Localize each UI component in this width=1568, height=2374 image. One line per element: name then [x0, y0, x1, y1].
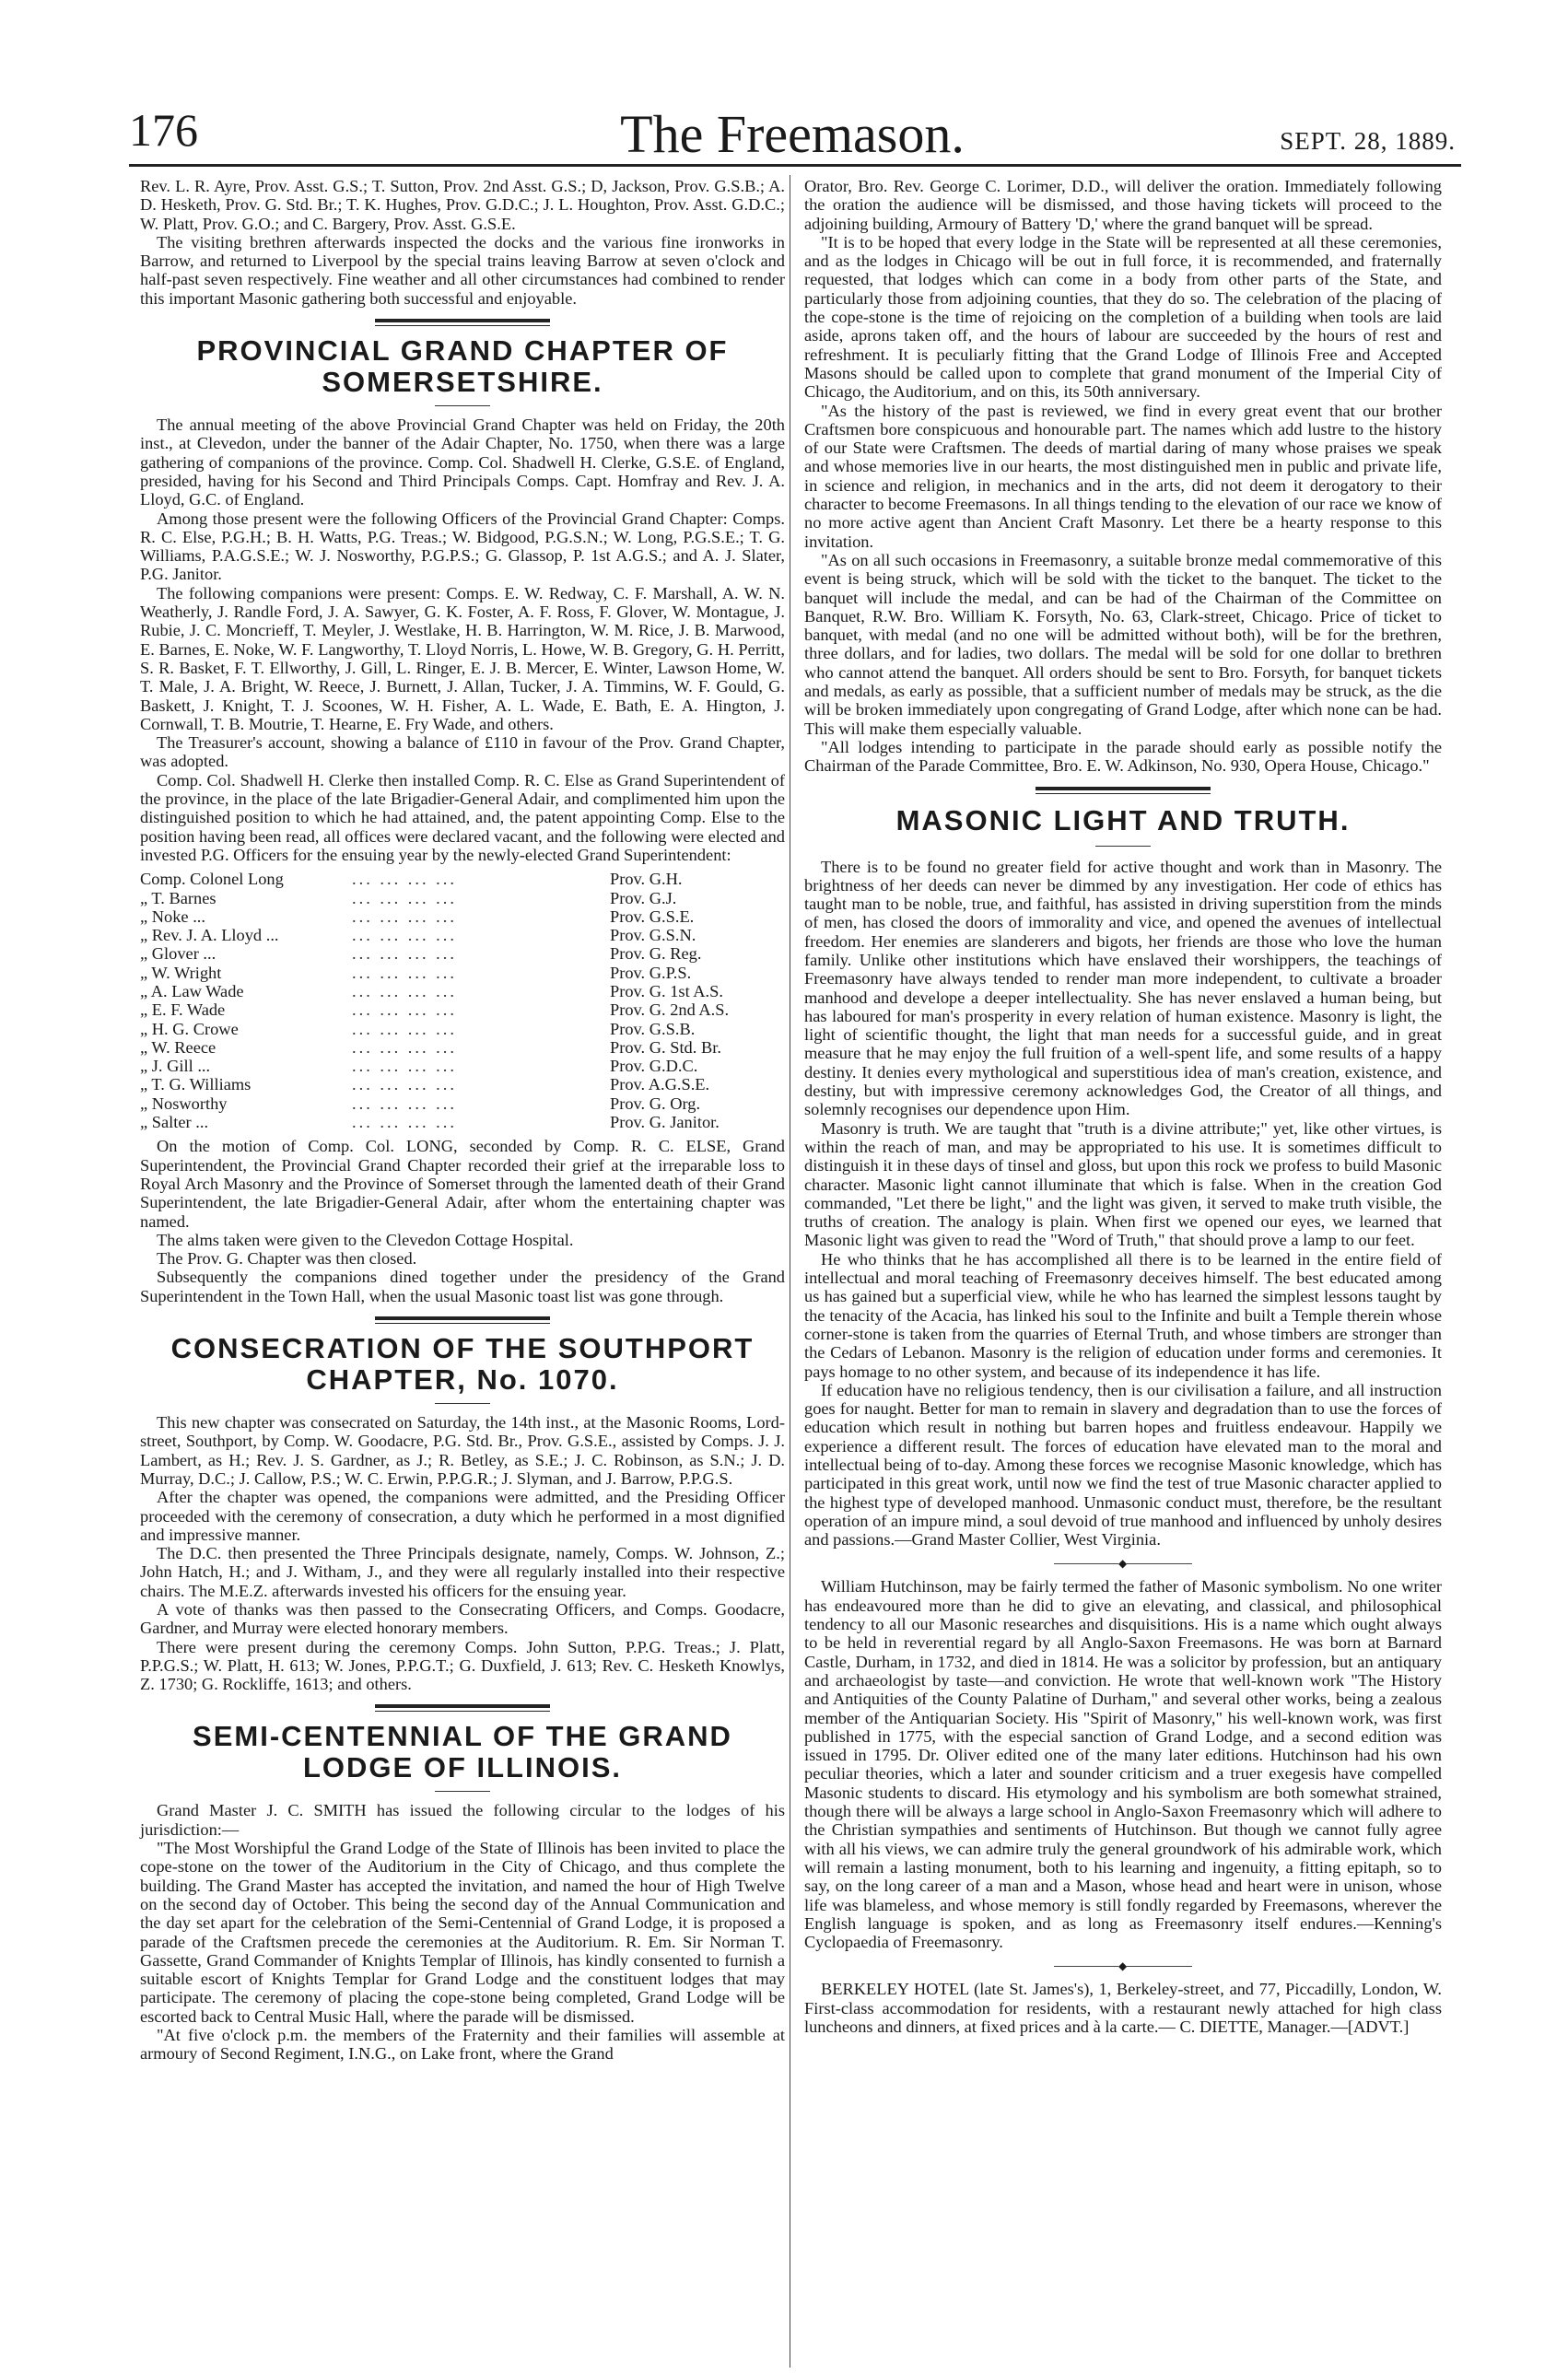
officer-office: Prov. G.P.S. — [610, 963, 692, 982]
officer-row — [140, 907, 785, 926]
somerset-heading: PROVINCIAL GRAND CHAPTER OF SOMERSETSHIRE. — [196, 334, 729, 399]
officer-row — [140, 964, 785, 982]
illinois-paragraph: "At five o'clock p.m. the members of the Fraternity and their families will assemble at armoury of Second Regiment, I.N.G., on Lake front, where the Grand — [140, 2026, 785, 2064]
illinois-heading: SEMI-CENTENNIAL OF THE GRAND LODGE OF ILLINOIS. — [193, 1720, 732, 1784]
officer-office: Prov. G.S.N. — [610, 926, 696, 945]
leader-dots: ... ... ... ... — [352, 1113, 457, 1132]
intro-paragraph: The visiting brethren afterwards inspected the docks and the various fine ironworks in Barrow, and returned to Liverpool by the special trains leaving Barrow at seven o'clock and half-past seven respectively. Fine weather and all other circumstances had combined to render this important Masonic gathering both successful and enjoyable. — [140, 232, 785, 308]
officer-office: Prov. G.D.C. — [610, 1057, 698, 1076]
diamond-ornament-icon: ◆ — [1118, 1557, 1128, 1571]
officer-office: Prov. A.G.S.E. — [610, 1075, 710, 1094]
somerset-paragraph: Subsequently the companions dined together under the presidency of the Grand Superintendent in the Town Hall, when the usual Masonic toast list was gone through. — [140, 1268, 785, 1305]
section-rule — [1036, 787, 1211, 794]
officer-name: „ H. G. Crowe — [140, 1019, 239, 1038]
officer-row — [140, 1000, 785, 1019]
officer-office: Prov. G.J. — [610, 888, 677, 907]
officer-name: „ E. F. Wade — [140, 1000, 226, 1020]
leader-dots: ... ... ... ... — [352, 1075, 457, 1094]
masonic-paragraph: Masonry is truth. We are taught that "truth is a divine attribute;" yet, like other virtues, is within the reach of man, and may be appropriated to his use. It is sometimes difficult to distinguish it in these days of tinsel and gloss, but upon this rock we profess to build Masonic character. Masonic light cannot illuminate that which is false. When in the creation God commanded, "Let there be light," and the light was given, it served to make truth visible, the truths of creation. The analogy is plain. When first we opened our eyes, we learned that Masonic light was given to read the "Word of Truth," that should prove a lamp to our feet. — [804, 1118, 1442, 1250]
section-rule — [375, 1704, 550, 1712]
officer-row — [140, 926, 785, 944]
newspaper-title: The Freemason. — [620, 104, 965, 164]
leader-dots: ... ... ... ... — [352, 1000, 457, 1020]
somerset-paragraph: The Treasurer's account, showing a balance of £110 in favour of the Prov. Grand Chapter, was adopted. — [140, 733, 785, 771]
officer-name: „ Glover ... — [140, 944, 216, 964]
officer-row — [140, 1075, 785, 1093]
left-column — [140, 177, 785, 2064]
somerset-paragraph: Among those present were the following Officers of the Provincial Grand Chapter: Comps. R. C. Else, P.G.H.; B. H. Watts, P.G. Treas.; W. Bidgood, P.G.S.N.; W. Long, P.G.S.E.; T. G. Williams, P.A.G.S.E.; W. J. Nosworthy, P.G.P.S.; G. Glassop, P. 1st A.G.S.; and A. J. Slater, P.G. Janitor. — [140, 509, 785, 584]
leader-dots: ... ... ... ... — [352, 906, 457, 926]
advertisement: BERKELEY HOTEL (late St. James's), 1, Berkeley-street, and 77, Piccadilly, London, W. First-class accommodation for residents, with a restaurant newly attached for high class luncheons and dinners, at fixed prices and à la carte.— C. DIETTE, Manager.—[ADVT.] — [804, 1980, 1442, 2037]
officer-name: „ Noke ... — [140, 906, 205, 926]
southport-paragraph: A vote of thanks was then passed to the Consecrating Officers, and Comps. Goodacre, Gardner, and Murray were elected honorary members. — [140, 1600, 785, 1638]
officer-row — [140, 982, 785, 1000]
right-column — [804, 177, 1442, 2036]
leader-dots: ... ... ... ... — [352, 888, 457, 907]
somerset-paragraph: Comp. Col. Shadwell H. Clerke then installed Comp. R. C. Else as Grand Superintendent of the province, in the place of the late Brigadier-General Adair, and complimented him upon the distinguished position to which he had attained, and, the patent appointing Comp. Else to the position having been read, all offices were declared vacant, and the following were elected and invested P.G. Officers for the ensuing year by the newly-elected Grand Superintendent: — [140, 770, 785, 864]
officer-name: „ T. Barnes — [140, 888, 216, 907]
leader-dots: ... ... ... ... — [352, 981, 457, 1000]
somerset-paragraph: The following companions were present: Comps. E. W. Redway, C. F. Marshall, A. W. N. Weatherly, J. Randle Ford, J. A. Sawyer, G. K. Foster, A. F. Ross, F. Glover, W. Montague, J. Rubie, J. C. Moncrieff, T. Meyler, J. Westlake, H. B. Harrington, W. M. Rice, J. B. Marwood, E. Barnes, E. Noke, W. F. Langworthy, T. Lloyd Norris, L. Howe, W. B. Gregory, G. H. Perritt, S. R. Basket, F. T. Ellworthy, J. Gill, L. Ringer, E. J. B. Mercer, E. Winter, Lawson Home, W. T. Male, J. A. Bright, W. Reece, J. Burnett, J. Allan, Tucker, J. A. Timmins, W. F. Gould, G. Baskett, J. Knight, T. J. Scoones, W. H. Fisher, A. L. Wade, E. Bath, E. A. Hington, J. Cornwall, T. B. Moutrie, T. Hearne, E. Fry Wade, and others. — [140, 583, 785, 733]
officer-row — [140, 1020, 785, 1038]
issue-date: SEPT. 28, 1889. — [1280, 127, 1456, 155]
leader-dots: ... ... ... ... — [352, 1057, 457, 1076]
illinois-paragraph: "The Most Worshipful the Grand Lodge of the State of Illinois has been invited to place the cope-stone on the tower of the Auditorium in the City of Chicago, and thus complete the building. The Grand Master has accepted the invitation, and named the hour of High Twelve on the second day of October. This being the second day of the Annual Communication and the day set apart for the celebration of the Semi-Centennial of Grand Lodge, it is proposed a parade of the Craftsmen precede the ceremonies at the Auditorium. R. Em. Sir Norman T. Gassette, Grand Commander of Knights Templar of Illinois, has kindly consented to furnish a suitable escort of Knights Templar for Grand Lodge and the constituent lodges that may participate. The ceremony of placing the cope-stone being completed, Grand Lodge will be escorted back to Central Music Hall, where the parade will be dismissed. — [140, 1839, 785, 2026]
illinois-paragraph: Grand Master J. C. SMITH has issued the following circular to the lodges of his jurisdiction:— — [140, 1801, 785, 1839]
officer-name: Comp. Colonel Long — [140, 870, 284, 889]
masonic-paragraph: If education have no religious tendency, then is our civilisation a failure, and all instruction goes for naught. Better for man to remain in slavery and degradation than to use the forces of education which result in nothing but barren hopes and fruitless endeavour. Happily we experience a different result. The forces of education have elevated man to the moral and intellectual being of to-day. Among these forces we recognise Masonic knowledge, which has participated in this great work, until now we find the test of true Masonic character applied to the highest type of developed manhood. Unmasonic conduct must, therefore, be the resultant operation of an impure mind, a soul devoid of true manhood and influenced by unholy desires and passions.—Grand Master Collier, West Virginia. — [804, 1380, 1442, 1550]
illinois-continued: "As on all such occasions in Freemasonry, a suitable bronze medal commemorative of this event is being struck, which will be sold with the ticket to the banquet. The ticket to the banquet will include the medal, and can be had of the Chairman of the Committee on Banquet, R.W. Bro. William K. Forsyth, No. 63, Clark-street, Chicago. Price of ticket to banquet, with medal (and no one will be admitted without both), will be for the brethren, three dollars, and for ladies, two dollars. The medal will be sold for one dollar to brethren who cannot attend the banquet. All orders should be sent to Bro. Forsyth, for banquet tickets and medals, as early as possible, that a sufficient number of medals may be struck, as the die will be broken immediately upon congregating of Grand Lodge, after which none can be had. This will make them especially valuable. — [804, 550, 1442, 738]
southport-paragraph: The D.C. then presented the Three Principals designate, namely, Comps. W. Johnson, Z.; John Hatch, H.; and J. Witham, J., and they were all regularly installed into their respective chairs. The M.E.Z. afterwards invested his officers for the ensuing year. — [140, 1544, 785, 1600]
masthead-rule — [129, 164, 1461, 167]
officer-row — [140, 1057, 785, 1075]
officer-office: Prov. G. 1st A.S. — [610, 981, 723, 1000]
illinois-continued: "It is to be hoped that every lodge in the State will be represented at all these ceremonies, and as the lodges in Chicago will be out in full force, it is recommended, and fraternally requested, that lodges which can come in a body from other parts of the State, and particularly those from adjoining counties, that they do so. The celebration of the placing of the cope-stone is the time of rejoicing on the completion of a building when tools are laid aside, aprons taken off, and the hours of labour are succeeded by the hours of rest and refreshment. It is peculiarly fitting that the Grand Lodge of Illinois Free and Accepted Masons should be called upon to complete that grand monument of the Imperial City of Chicago, the Auditorium, and on this, its 50th anniversary. — [804, 232, 1442, 402]
officer-row — [140, 944, 785, 963]
leader-dots: ... ... ... ... — [352, 944, 457, 964]
somerset-paragraph: The annual meeting of the above Provincial Grand Chapter was held on Friday, the 20th inst., at Clevedon, under the banner of the Adair Chapter, No. 1750, when there was a large gathering of companions of the province. Comp. Col. Shadwell H. Clerke, G.S.E. of England, presided, having for his Second and Third Principals Comps. Capt. Homfray and Rev. J. A. Lloyd, G.C. of England. — [140, 415, 785, 509]
southport-heading: CONSECRATION OF THE SOUTHPORT CHAPTER, No. 1070. — [170, 1332, 755, 1397]
officer-office: Prov. G. Org. — [610, 1093, 701, 1113]
diamond-ornament-icon: ◆ — [1118, 1959, 1128, 1973]
officer-office: Prov. G.H. — [610, 870, 683, 889]
somerset-paragraph: The alms taken were given to the Clevedon Cottage Hospital. — [157, 1230, 574, 1249]
illinois-continued: "As the history of the past is reviewed, we find in every great event that our brother Craftsmen bore conspicuous and honourable part. The names which add lustre to the history of our State were Craftsmen. The deeds of martial daring of many whose praises we speak and whose memories live in our hearts, the most distinguished men in public and private life, in science and religion, in mechanics and in the arts, did not deem it derogatory to their character to become Freemasons. In all things tending to the elevation of our race we know of no more active agent than Ancient Craft Masonry. Let there be a hearty response to this invitation. — [804, 401, 1442, 551]
officer-name: „ Salter ... — [140, 1113, 209, 1132]
leader-dots: ... ... ... ... — [352, 963, 457, 982]
officer-office: Prov. G. Janitor. — [610, 1113, 720, 1132]
masonic-paragraph: He who thinks that he has accomplished all there is to be learned in the entire field of intellectual and moral teaching of Freemasonry deceives himself. The best educated among us has gained but a superficial view, while he who has learned the simplest lessons taught by the tenacity of the Acacia, has linked his soul to the Infinite and built a Temple therein whose corner-stone is taken from the quarries of Eternal Truth, and whose timbers are stronger than the Cedars of Lebanon. Masonry is the religion of education under forms and ceremonies. It pays homage to no other system, and because of its independence it has life. — [804, 1249, 1442, 1381]
southport-paragraph: There were present during the ceremony Comps. John Sutton, P.P.G. Treas.; J. Platt, P.P.G.S.; W. Platt, H. 613; W. Jones, P.P.G.T.; G. Duxfield, J. 613; Rev. C. Hesketh Knowlys, Z. 1730; G. Rockliffe, 1613; and others. — [140, 1637, 785, 1694]
leader-dots: ... ... ... ... — [352, 870, 457, 889]
intro-paragraph: Rev. L. R. Ayre, Prov. Asst. G.S.; T. Sutton, Prov. 2nd Asst. G.S.; D, Jackson, Prov. G.S.B.; A. D. Hesketh, Prov. G. Std. Br.; T. K. Hughes, Prov. G.D.C.; J. L. Houghton, Prov. Asst. G.D.C.; W. Platt, Prov. G.O.; and C. Bargery, Prov. Asst. G.S.E. — [140, 177, 785, 233]
southport-paragraph: After the chapter was opened, the companions were admitted, and the Presiding Officer proceeded with the ceremony of consecration, a duty which he performed in a most dignified and impressive manner. — [140, 1488, 785, 1544]
leader-dots: ... ... ... ... — [352, 1037, 457, 1057]
officer-name: „ T. G. Williams — [140, 1075, 252, 1094]
officer-name: „ W. Wright — [140, 963, 222, 982]
officer-row — [140, 1094, 785, 1113]
ornament-rule — [1054, 1959, 1192, 1973]
illinois-continued: "All lodges intending to participate in the parade should early as possible notify the Chairman of the Parade Committee, Bro. E. W. Adkinson, No. 930, Opera House, Chicago." — [804, 737, 1442, 776]
leader-dots: ... ... ... ... — [352, 926, 457, 945]
officer-office: Prov. G.S.E. — [610, 906, 695, 926]
leader-dots: ... ... ... ... — [352, 1019, 457, 1038]
somerset-paragraph: The Prov. G. Chapter was then closed. — [157, 1249, 417, 1269]
masonic-heading: MASONIC LIGHT AND TRUTH. — [895, 803, 1351, 836]
officer-name: „ Rev. J. A. Lloyd ... — [140, 926, 279, 945]
officer-row — [140, 870, 785, 888]
officer-name: „ J. Gill ... — [140, 1057, 211, 1076]
leader-dots: ... ... ... ... — [352, 1093, 457, 1113]
illinois-continued: Orator, Bro. Rev. George C. Lorimer, D.D., will deliver the oration. Immediately following the oration the audience will be dismissed, and those having tickets will proceed to the adjoining building, Armoury of Battery 'D,' where the grand banquet will be spread. — [804, 177, 1442, 233]
officers-table — [140, 870, 785, 1131]
officer-row — [140, 1113, 785, 1131]
section-rule — [375, 1316, 550, 1324]
section-rule — [375, 319, 550, 326]
masonic-paragraph: There is to be found no greater field for active thought and work than in Masonry. The brightness of her deeds can never be dimmed by any investigation. Her code of ethics has taught man to be noble, true, and faithful, has assisted in driving superstition from the minds of men, has closed the doors of immorality and vice, and opened the avenues of intellectual freedom. Her enemies are slanderers and bigots, her friends are those who love the human family. Unlike other institutions which have enslaved their worshippers, the teachings of Freemasonry have always tended to render man more independent, to cultivate a broader manhood and develope a deeper intellectuality. She has never enslaved a human being, but has laboured for man's prosperity in every relation of human existence. Masonry is light, the light of scientific thought, the light that man needs for a successful guide, and in great measure that he may enjoy the full fruition of a well-spent life, and some results of a happy destiny. It denies every mythological and superstitious idea of man's creation, existence, and destiny, but with impressive ceremony acknowledges God, the Creator of all things, and solemnly recognises our dependence upon Him. — [804, 857, 1442, 1119]
somerset-paragraph: On the motion of Comp. Col. LONG, seconded by Comp. R. C. ELSE, Grand Superintendent, the Provincial Grand Chapter recorded their grief at the irreparable loss to Royal Arch Masonry and the Province of Somerset through the lamented death of their Grand Superintendent, the late Brigadier-General Adair, after whom the entertaining chapter was named. — [140, 1137, 785, 1231]
officer-office: Prov. G. Reg. — [610, 944, 702, 964]
masthead — [129, 103, 1456, 168]
southport-paragraph: This new chapter was consecrated on Saturday, the 14th inst., at the Masonic Rooms, Lord-street, Southport, by Comp. W. Goodacre, P.G. Std. Br., Prov. G.S.E., assisted by Comps. J. J. Lambert, as H.; Rev. J. S. Gardner, as J.; R. Betley, as S.E.; J. C. Robinson, as S.N.; J. D. Murray, D.C.; J. Callow, P.S.; W. C. Erwin, P.P.G.R.; J. Slyman, and J. Barrow, P.P.G.S. — [140, 1413, 785, 1488]
officer-row — [140, 1038, 785, 1057]
officer-office: Prov. G.S.B. — [610, 1019, 696, 1038]
officer-name: „ A. Law Wade — [140, 981, 244, 1000]
page-number: 176 — [129, 104, 198, 156]
officer-name: „ W. Reece — [140, 1037, 216, 1057]
hutchinson-paragraph: William Hutchinson, may be fairly termed the father of Masonic symbolism. No one writer has endeavoured more than he did to give an elevating, and classical, and philosophical tendency to all our Masonic researches and disquisitions. His is a name which ought always to be held in reverential regard by all Anglo-Saxon Freemasons. He was born at Barnard Castle, Durham, in 1732, and died in 1814. He was a solicitor by profession, but an antiquary and archaeologist by taste—and conviction. He wrote that well-known work "The History and Antiquities of the County Palatine of Durham," and several other works, being a zealous member of the Antiquarian Society. His "Spirit of Masonry," his well-known work, was first published in 1775, with the especial sanction of Grand Lodge, and a second edition was issued in 1795. Dr. Oliver edited one of the many later editions. Hutchinson had his own peculiar theories, which a later and sounder criticism and a truer exegesis have compelled Masonic students to discard. His etymology and his symbolism are both somewhat strained, though there will be always a large school in Anglo-Saxon Freemasonry which will adhere to the Christian sympathies and sentiments of Hutchinson. But though we cannot fully agree with all his views, we can admire truly the general groundwork of his admirable work, which will remain a lasting monument, both to his learning and ingenuity, a fitting epitaph, so to say, on the long career of a man and a Mason, whose head and heart were in unison, whose life was blameless, and whose memory is still fondly regarded by Freemasons, wherever the English language is spoken, and as long as Freemasonry itself endures.—Kenning's Cyclopaedia of Freemasonry. — [804, 1577, 1442, 1952]
officer-office: Prov. G. Std. Br. — [610, 1037, 721, 1057]
officer-row — [140, 889, 785, 907]
ornament-rule — [1054, 1557, 1192, 1571]
officer-office: Prov. G. 2nd A.S. — [610, 1000, 730, 1020]
officer-name: „ Nosworthy — [140, 1093, 228, 1113]
